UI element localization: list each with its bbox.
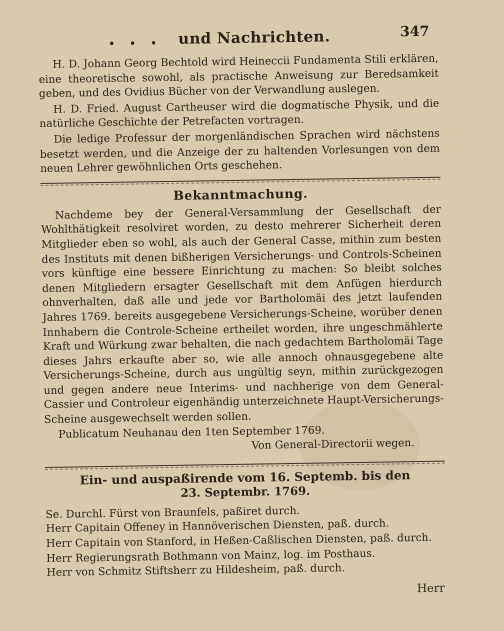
list-item: Herr Regierungsrath Bothmann von Mainz, log. im Posthaus. (46, 547, 376, 565)
page-number: 347 (399, 23, 430, 41)
page-header (38, 24, 438, 52)
list-item: Herr von Schmitz Stiftsherr zu Hildesheim, paß. durch. (46, 562, 346, 580)
announcement-date: Publicatum Neuhanau den 1ten September 1769. (58, 424, 325, 441)
travellers-heading: Ein- und auspaßirende vom 16. Septemb. bis den (79, 468, 411, 488)
list-item: Se. Durchl. Fürst von Braunfels, paßiret durch. (45, 504, 300, 521)
list-item: Herr Capitain von Stanford, in Heßen-Caßlischen Diensten, paß. durch. (45, 531, 432, 550)
running-title: und Nachrichten. (178, 27, 331, 48)
page-content (38, 24, 447, 601)
list-item: Herr Capitain Offeney in Hannöverischen Diensten, paß. durch. (45, 517, 390, 536)
announcement-heading: Bekanntmachung. (173, 185, 308, 203)
lecture-notice-cartheuser: H. D. Fried. August Cartheuser wird die dogmatische Physik, und die natürliche Geschichte der Petrefacten vortragen. (39, 97, 440, 131)
announcement-signature: Von General-Directorii wegen. (251, 437, 415, 452)
lecture-notice-bechtold: H. D. Johann Georg Bechtold wird Heineccii Fundamenta Stili erklären, eine theoretische sowohl, als practische Anweisung zur Beredsamkeit geben, und des Ovidius Bücher von der Verwandlung auslegen. (38, 52, 439, 101)
catchword: Herr (416, 580, 445, 595)
header-ornament: • • • (108, 36, 163, 51)
professorship-notice: Die ledige Professur der morgenländischen Sprachen wird nächstens besetzt werden, und die Anzeige der zu haltenden Vorlesungen von dem neuen Lehrer gewöhnlichen Orts geschehen. (39, 127, 441, 176)
travellers-heading-date: 23. Septembr. 1769. (180, 483, 311, 500)
announcement-body: Nachdeme bey der General-Versammlung der Gesellschaft der Wohlthätigkeit resolviret worden, zu desto mehrerer Sicherheit deren Mitglieder eben so wohl, als auch der General Casse, mithin zum besten des Instituts mit denen bißherigen Versicherungs- und Controls-Scheinen vors künftige eine bessere Einrichtung zu machen: So bleibt solches denen Mitgliedern ersagter Gesellschaft mit dem Anfügen hierdurch ohnverhalten, daß alle und jede vor Bartholomäi des jetzt laufenden Jahres 1769. bereits ausgegebene Versicherungs-Scheine, worüber denen Innhabern die Controle-Scheine ertheilet worden, ihre ungeschmählerte Kraft und Würkung zwar behalten, die nach gedachtem Bartholomäi Tage dieses Jahrs erkaufte aber so, wie alle annoch ohnausgegebene alte Versicherungs-Scheine, durch aus ungültig seyn, mithin zurückgezogen und gegen andere neue Interims- und nachherige von dem General-Cassier und Controleur eigenhändig unterzeichnete Haupt-Versicherungs-Scheine ausgewechselt werden sollen. (41, 203, 444, 427)
travellers-list (46, 502, 447, 581)
